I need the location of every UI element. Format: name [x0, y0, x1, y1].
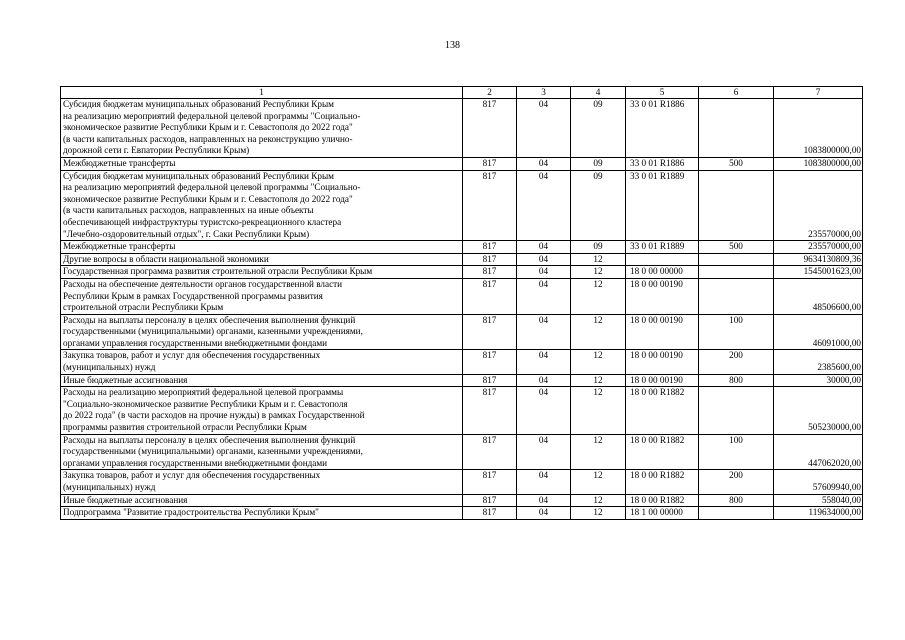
cell-expense-type: 200 [699, 350, 774, 374]
cell-amount: 505230000,00 [774, 387, 863, 434]
cell-expense-type: 100 [699, 314, 774, 350]
cell-grbs: 817 [463, 387, 517, 434]
cell-expense-type [699, 387, 774, 434]
cell-amount: 46091000,00 [774, 314, 863, 350]
cell-expense-type [699, 99, 774, 158]
column-header: 5 [626, 87, 699, 99]
cell-expense-type [699, 278, 774, 314]
cell-subsection: 09 [571, 157, 626, 170]
cell-grbs: 817 [463, 314, 517, 350]
cell-expense-type: 800 [699, 374, 774, 387]
cell-subsection: 12 [571, 507, 626, 520]
cell-expense-type: 100 [699, 434, 774, 470]
table-row [61, 494, 863, 507]
cell-subsection: 12 [571, 314, 626, 350]
cell-section: 04 [517, 241, 571, 254]
cell-expense-type: 500 [699, 157, 774, 170]
column-header: 3 [517, 87, 571, 99]
cell-grbs: 817 [463, 266, 517, 279]
column-header: 4 [571, 87, 626, 99]
cell-amount: 57609940,00 [774, 470, 863, 494]
cell-target-article: 18 0 00 00190 [626, 278, 699, 314]
column-header: 7 [774, 87, 863, 99]
cell-target-article: 18 0 00 00190 [626, 314, 699, 350]
cell-subsection: 12 [571, 278, 626, 314]
column-header: 6 [699, 87, 774, 99]
cell-amount: 48506600,00 [774, 278, 863, 314]
cell-grbs: 817 [463, 278, 517, 314]
cell-section: 04 [517, 374, 571, 387]
table-row [61, 434, 863, 470]
cell-name: Иные бюджетные ассигнования [61, 374, 463, 387]
table-row [61, 507, 863, 520]
cell-section: 04 [517, 314, 571, 350]
cell-amount: 235570000,00 [774, 241, 863, 254]
cell-section: 04 [517, 99, 571, 158]
table-row [61, 253, 863, 266]
cell-amount: 119634000,00 [774, 507, 863, 520]
table-row [61, 374, 863, 387]
table-row [61, 278, 863, 314]
cell-grbs: 817 [463, 507, 517, 520]
cell-expense-type [699, 253, 774, 266]
cell-amount: 1545001623,00 [774, 266, 863, 279]
cell-section: 04 [517, 266, 571, 279]
cell-expense-type [699, 170, 774, 241]
cell-section: 04 [517, 494, 571, 507]
cell-subsection: 12 [571, 434, 626, 470]
column-header: 2 [463, 87, 517, 99]
cell-target-article: 33 0 01 R1886 [626, 99, 699, 158]
cell-grbs: 817 [463, 170, 517, 241]
table-row [61, 387, 863, 434]
cell-name: Закупка товаров, работ и услуг для обеспечения государственных (муниципальных) нужд [61, 470, 463, 494]
cell-amount: 558040,00 [774, 494, 863, 507]
cell-grbs: 817 [463, 470, 517, 494]
cell-amount: 1083800000,00 [774, 99, 863, 158]
cell-name: Межбюджетные трансферты [61, 241, 463, 254]
cell-grbs: 817 [463, 241, 517, 254]
cell-section: 04 [517, 350, 571, 374]
cell-expense-type: 800 [699, 494, 774, 507]
cell-name: Субсидия бюджетам муниципальных образований Республики Крым на реализацию мероприятий федеральной целевой программы "Социально- экономическое развитие Республики Крым и г. Севастополя до 2022 года" (в части капитальных расходов, направленных на реконструкцию улично- дорожной сети г. Евпатории Республики Крым) [61, 99, 463, 158]
cell-section: 04 [517, 434, 571, 470]
cell-subsection: 12 [571, 494, 626, 507]
cell-expense-type: 500 [699, 241, 774, 254]
cell-target-article: 18 1 00 00000 [626, 507, 699, 520]
table-row [61, 170, 863, 241]
cell-subsection: 12 [571, 374, 626, 387]
cell-amount: 447062020,00 [774, 434, 863, 470]
cell-grbs: 817 [463, 157, 517, 170]
cell-subsection: 12 [571, 350, 626, 374]
cell-subsection: 09 [571, 99, 626, 158]
cell-target-article: 18 0 00 00190 [626, 350, 699, 374]
table-row [61, 157, 863, 170]
cell-target-article: 18 0 00 R1882 [626, 434, 699, 470]
cell-target-article: 33 0 01 R1886 [626, 157, 699, 170]
cell-section: 04 [517, 387, 571, 434]
cell-grbs: 817 [463, 350, 517, 374]
cell-grbs: 817 [463, 494, 517, 507]
cell-grbs: 817 [463, 253, 517, 266]
cell-expense-type [699, 507, 774, 520]
cell-name: Государственная программа развития строительной отрасли Республики Крым [61, 266, 463, 279]
cell-target-article: 18 0 00 R1882 [626, 494, 699, 507]
cell-target-article: 18 0 00 R1882 [626, 470, 699, 494]
cell-subsection: 12 [571, 266, 626, 279]
cell-subsection: 12 [571, 470, 626, 494]
cell-subsection: 09 [571, 170, 626, 241]
table-header-row [61, 87, 863, 99]
cell-name: Иные бюджетные ассигнования [61, 494, 463, 507]
cell-amount: 30000,00 [774, 374, 863, 387]
cell-amount: 1083800000,00 [774, 157, 863, 170]
cell-section: 04 [517, 278, 571, 314]
table-row [61, 314, 863, 350]
cell-target-article: 18 0 00 00000 [626, 266, 699, 279]
cell-amount: 235570000,00 [774, 170, 863, 241]
page-number: 138 [445, 40, 460, 51]
cell-grbs: 817 [463, 374, 517, 387]
cell-name: Субсидия бюджетам муниципальных образований Республики Крым на реализацию мероприятий федеральной целевой программы "Социально- экономическое развитие Республики Крым и г. Севастополя до 2022 года" (в части капитальных расходов, направленных на иные объекты обеспечивающей инфраструктуры туристско-рекреационного кластера "Лечебно-оздоровительный отдых", г. Саки Республики Крым) [61, 170, 463, 241]
cell-amount: 2385600,00 [774, 350, 863, 374]
cell-name: Подпрограмма "Развитие градостроительства Республики Крым" [61, 507, 463, 520]
cell-expense-type [699, 266, 774, 279]
cell-target-article: 33 0 01 R1889 [626, 170, 699, 241]
cell-name: Расходы на реализацию мероприятий федеральной целевой программы "Социально-экономическое развитие Республики Крым и г. Севастополя до 2022 года" (в части расходов на прочие нужды) в рамках Государственной программы развития строительной отрасли Республики Крым [61, 387, 463, 434]
cell-section: 04 [517, 253, 571, 266]
table-row [61, 350, 863, 374]
cell-name: Межбюджетные трансферты [61, 157, 463, 170]
cell-target-article: 33 0 01 R1889 [626, 241, 699, 254]
cell-name: Расходы на обеспечение деятельности органов государственной власти Республики Крым в рамках Государственной программы развития строительной отрасли Республики Крым [61, 278, 463, 314]
cell-subsection: 12 [571, 387, 626, 434]
cell-section: 04 [517, 157, 571, 170]
cell-target-article: 18 0 00 00190 [626, 374, 699, 387]
table-row [61, 266, 863, 279]
column-header: 1 [61, 87, 463, 99]
cell-name: Другие вопросы в области национальной экономики [61, 253, 463, 266]
table-row [61, 99, 863, 158]
cell-section: 04 [517, 470, 571, 494]
cell-grbs: 817 [463, 99, 517, 158]
cell-subsection: 09 [571, 241, 626, 254]
budget-table [60, 86, 863, 520]
table-row [61, 241, 863, 254]
cell-target-article: 18 0 00 R1882 [626, 387, 699, 434]
cell-name: Расходы на выплаты персоналу в целях обеспечения выполнения функций государственными (муниципальными) органами, казенными учреждениями, органами управления государственными внебюджетными фондами [61, 314, 463, 350]
cell-grbs: 817 [463, 434, 517, 470]
table-row [61, 470, 863, 494]
cell-subsection: 12 [571, 253, 626, 266]
cell-name: Расходы на выплаты персоналу в целях обеспечения выполнения функций государственными (муниципальными) органами, казенными учреждениями, органами управления государственными внебюджетными фондами [61, 434, 463, 470]
cell-section: 04 [517, 507, 571, 520]
cell-section: 04 [517, 170, 571, 241]
cell-name: Закупка товаров, работ и услуг для обеспечения государственных (муниципальных) нужд [61, 350, 463, 374]
cell-target-article [626, 253, 699, 266]
cell-amount: 9634130809,36 [774, 253, 863, 266]
cell-expense-type: 200 [699, 470, 774, 494]
